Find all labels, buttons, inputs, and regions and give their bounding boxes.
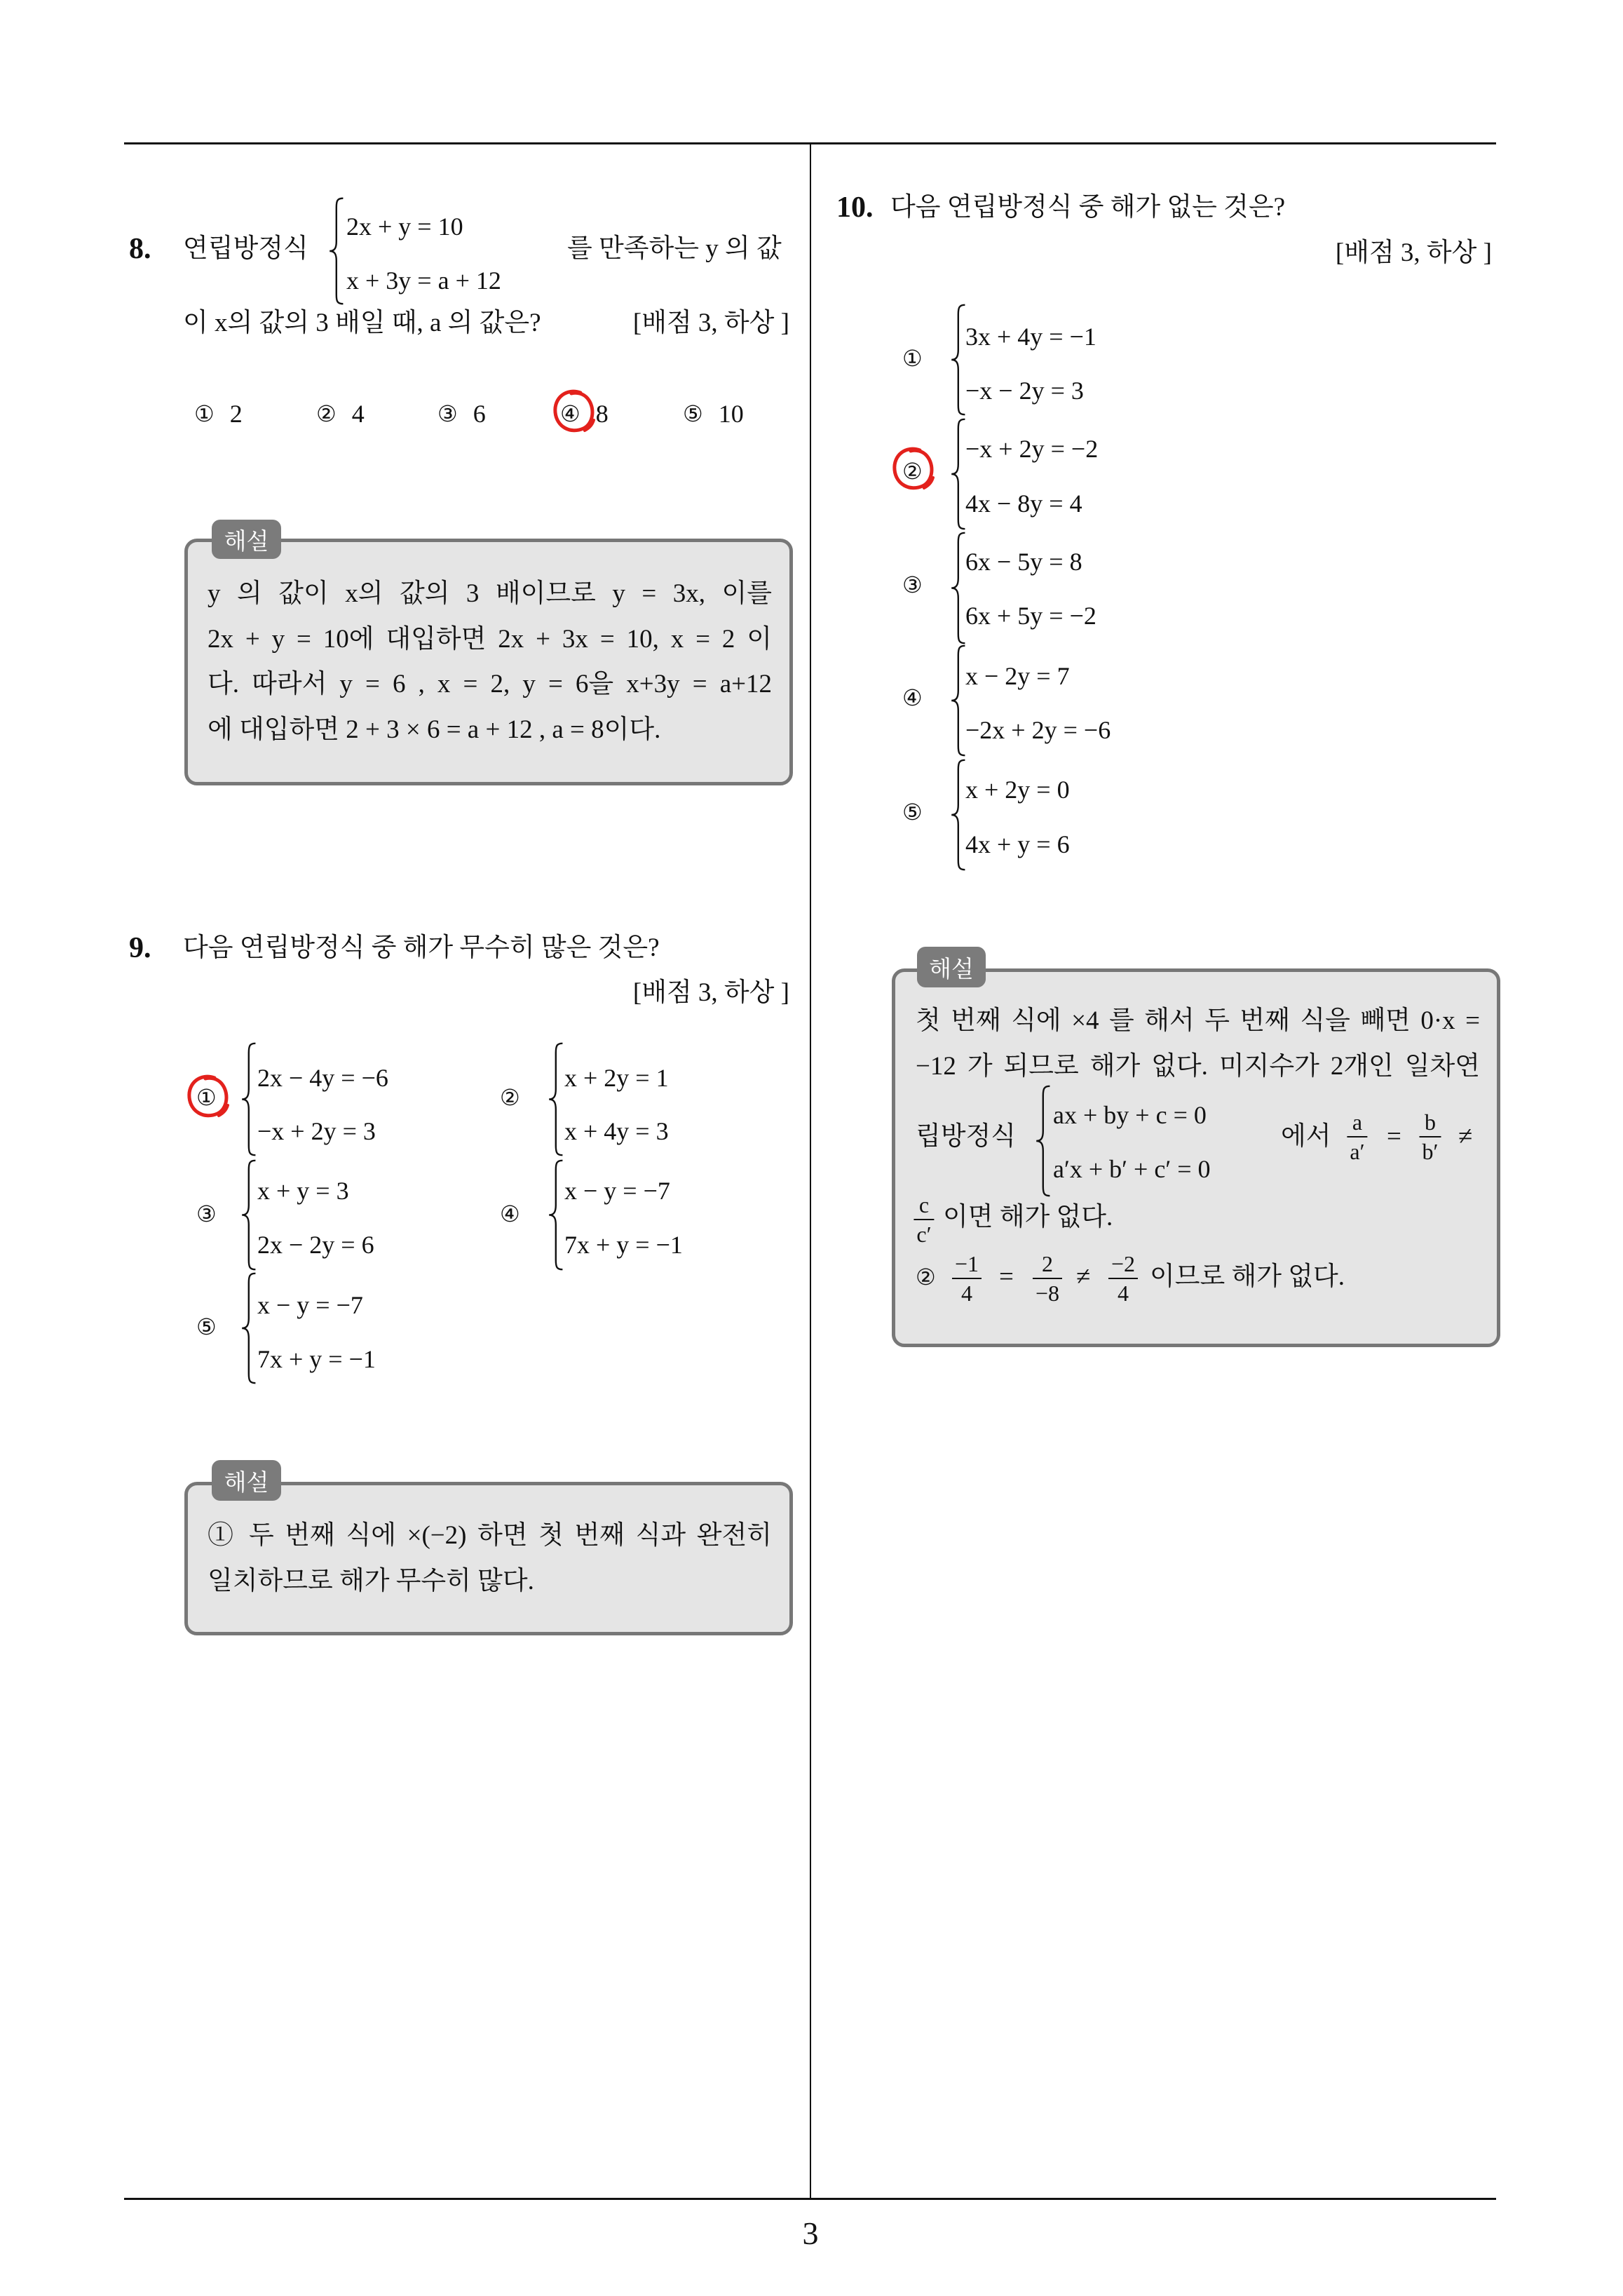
equation: x + 2y = 0 (965, 776, 1070, 804)
choice-value: 6 (473, 400, 486, 428)
choice-mark: ② (916, 1264, 936, 1290)
equation: x + 4y = 3 (564, 1117, 669, 1145)
denominator: b′ (1422, 1139, 1439, 1164)
equation: ax + by + c = 0 (1053, 1101, 1207, 1129)
fraction-a (1347, 1108, 1367, 1166)
solution-tab: 해설 (212, 520, 281, 559)
equation: 2x − 2y = 6 (257, 1231, 374, 1259)
denominator: c′ (916, 1222, 932, 1247)
equals-sign: = (1387, 1122, 1401, 1151)
brace-icon (548, 1160, 565, 1270)
solution-line: 에 대입하면 2 + 3 × 6 = a + 12 , a = 8이다. (208, 715, 661, 744)
denominator: 4 (1117, 1281, 1129, 1306)
solution-box (184, 1482, 793, 1635)
equation: x + 2y = 1 (564, 1064, 669, 1092)
choice-mark: ③ (196, 1201, 217, 1227)
choice-mark: ⑤ (902, 799, 923, 825)
brace-icon (241, 1160, 258, 1270)
equation: −x + 2y = −2 (965, 435, 1099, 463)
score-label: [배점 3, 하상 ] (632, 978, 789, 1007)
score-label: [배점 3, 하상 ] (632, 309, 789, 337)
brace-icon (329, 198, 346, 304)
page-number: 3 (802, 2215, 819, 2251)
numerator: −1 (954, 1251, 979, 1276)
brace-icon (1035, 1086, 1052, 1196)
solution-box (184, 539, 793, 785)
numerator: a (1352, 1109, 1363, 1135)
numerator: b (1425, 1109, 1436, 1135)
numerator: 2 (1041, 1251, 1053, 1276)
solution-line: 첫 번째 식에 ×4 를 해서 두 번째 식을 빼면 0·x = (916, 1006, 1480, 1035)
solution-tab: 해설 (212, 1460, 281, 1501)
not-equal-sign: ≠ (1458, 1122, 1473, 1151)
equation: 2x + y = 10 (346, 212, 463, 241)
choice-mark: ③ (437, 400, 458, 427)
fraction-2 (1033, 1250, 1062, 1307)
problem-number: 8. (129, 233, 151, 265)
equation: x + y = 3 (257, 1177, 349, 1205)
numerator: c (918, 1192, 930, 1217)
fraction-c (914, 1191, 934, 1248)
choice-mark: ④ (902, 684, 923, 711)
equation: −x + 2y = 3 (257, 1117, 376, 1145)
problem-text: 를 만족하는 y 의 값 (567, 234, 782, 263)
equation: 7x + y = −1 (257, 1345, 376, 1373)
solution-text: 이면 해가 없다. (943, 1203, 1113, 1231)
choice-mark: ② (500, 1084, 520, 1111)
solution-line: 다. 따라서 y = 6 , x = 2, y = 6을 x+3y = a+12 (208, 670, 772, 698)
choice-1 (194, 396, 243, 431)
equation: 4x − 8y = 4 (965, 489, 1082, 518)
solution-text: 이므로 해가 없다. (1150, 1262, 1345, 1291)
equation: −x − 2y = 3 (965, 377, 1084, 405)
equation: 6x + 5y = −2 (965, 602, 1096, 630)
fraction-3 (1108, 1250, 1138, 1307)
choice-mark: ⑤ (196, 1314, 217, 1340)
equation: 4x + y = 6 (965, 830, 1070, 858)
brace-icon (241, 1273, 258, 1384)
score-label: [배점 3, 하상 ] (1335, 238, 1492, 267)
choice-value: 8 (595, 400, 609, 428)
equation: 7x + y = −1 (564, 1231, 683, 1259)
equation: 6x − 5y = 8 (965, 548, 1082, 576)
choice-mark: ② (316, 400, 337, 427)
answer-circle-mark (179, 1069, 236, 1126)
solution-line: ① 두 번째 식에 ×(−2) 하면 첫 번째 식과 완전히 (208, 1521, 772, 1550)
choice-value: 2 (229, 400, 243, 428)
problem-text: 이 x의 값의 3 배일 때, a 의 값은? (183, 309, 541, 337)
solution-tab: 해설 (917, 947, 986, 987)
choice-mark: ④ (500, 1201, 520, 1227)
equation: 3x + 4y = −1 (965, 323, 1096, 351)
equation: a′x + b′ + c′ = 0 (1053, 1155, 1211, 1183)
choice-mark: ② (902, 458, 923, 485)
equals-sign: = (999, 1262, 1014, 1291)
equation: −2x + 2y = −6 (965, 716, 1111, 744)
problem-lead: 연립방정식 (183, 234, 308, 263)
equation: x − 2y = 7 (965, 662, 1070, 690)
solution-line: y 의 값이 x의 값의 3 배이므로 y = 3x, 이를 (208, 579, 772, 608)
answer-circle-mark (545, 384, 602, 440)
not-equal-sign: ≠ (1076, 1262, 1091, 1291)
solution-text: 립방정식 (916, 1122, 1016, 1151)
problem-question: 다음 연립방정식 중 해가 무수히 많은 것은? (183, 933, 660, 962)
brace-icon (548, 1043, 565, 1156)
problem-number: 9. (129, 932, 151, 964)
denominator: −8 (1035, 1281, 1060, 1306)
bottom-rule (124, 2198, 1496, 2200)
solution-line: −12 가 되므로 해가 없다. 미지수가 2개인 일차연 (916, 1052, 1480, 1081)
equation: x − y = −7 (257, 1291, 363, 1319)
fraction-1 (952, 1250, 982, 1307)
choice-value: 10 (718, 400, 744, 428)
choice-mark: ① (194, 400, 215, 427)
fraction-b (1420, 1108, 1441, 1166)
denominator: 4 (960, 1281, 972, 1306)
choice-mark: ③ (902, 572, 923, 598)
solution-line: 일치하므로 해가 무수히 많다. (208, 1567, 534, 1595)
choice-value: 4 (351, 400, 365, 428)
choice-3 (437, 396, 486, 431)
choice-mark: ① (902, 345, 923, 372)
choice-mark: ① (196, 1084, 217, 1111)
answer-circle-mark (885, 442, 941, 498)
choice-5 (683, 396, 744, 431)
equation: 2x − 4y = −6 (257, 1064, 388, 1092)
solution-line: 2x + y = 10에 대입하면 2x + 3x = 10, x = 2 이 (208, 625, 772, 654)
numerator: −2 (1111, 1251, 1136, 1276)
problem-number: 10. (836, 191, 874, 224)
problem-question: 다음 연립방정식 중 해가 없는 것은? (890, 193, 1286, 222)
denominator: a′ (1350, 1139, 1365, 1164)
choice-mark: ⑤ (683, 400, 703, 427)
column-divider (810, 143, 811, 2199)
choice-2 (316, 396, 365, 431)
brace-icon (241, 1043, 258, 1156)
choice-mark: ④ (560, 400, 580, 427)
equation: x − y = −7 (564, 1177, 670, 1205)
solution-text: 에서 (1281, 1122, 1331, 1151)
equation: x + 3y = a + 12 (346, 266, 501, 295)
